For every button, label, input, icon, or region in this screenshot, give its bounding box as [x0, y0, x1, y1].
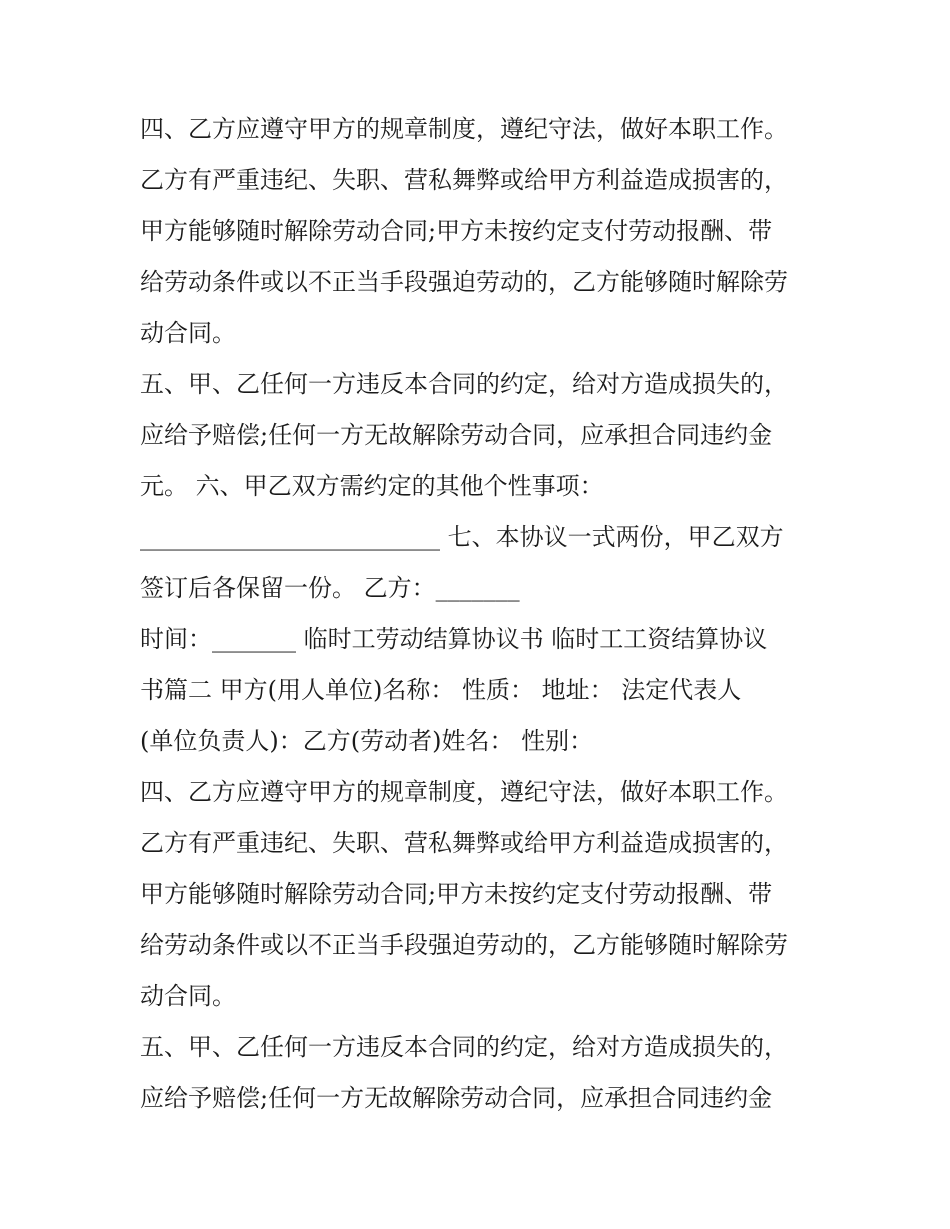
text-line: (单位负责人)：乙方(劳动者)姓名： 性别： — [140, 727, 594, 755]
text-line: _________________________ 七、本协议一式两份，甲乙双方 — [140, 523, 784, 551]
text-line: 给劳动条件或以不正当手段强迫劳动的，乙方能够随时解除劳 — [140, 268, 788, 296]
text-line: 乙方有严重违纪、失职、营私舞弊或给甲方利益造成损害的， — [140, 829, 788, 857]
text-line: 五、甲、乙任何一方违反本合同的约定，给对方造成损失的， — [140, 370, 788, 398]
text-line: 甲方能够随时解除劳动合同;甲方未按约定支付劳动报酬、带 — [140, 217, 773, 245]
text-line: 元。 六、甲乙双方需约定的其他个性事项： — [140, 472, 604, 500]
text-line: 书篇二 甲方(用人单位)名称： 性质： 地址： 法定代表人 — [140, 676, 742, 704]
text-line: 五、甲、乙任何一方违反本合同的约定，给对方造成损失的， — [140, 1033, 788, 1061]
text-line: 乙方有严重违纪、失职、营私舞弊或给甲方利益造成损害的， — [140, 166, 788, 194]
text-line: 给劳动条件或以不正当手段强迫劳动的，乙方能够随时解除劳 — [140, 931, 788, 959]
text-line: 甲方能够随时解除劳动合同;甲方未按约定支付劳动报酬、带 — [140, 880, 773, 908]
text-line: 时间：_______ 临时工劳动结算协议书 临时工工资结算协议 — [140, 625, 768, 653]
text-line: 签订后各保留一份。 乙方：_______ — [140, 574, 520, 602]
text-line: 四、乙方应遵守甲方的规章制度，遵纪守法，做好本职工作。 — [140, 778, 788, 806]
text-line: 动合同。 — [140, 982, 236, 1010]
document-body — [140, 104, 820, 1124]
text-line: 应给予赔偿;任何一方无故解除劳动合同，应承担合同违约金 — [140, 421, 773, 449]
text-line: 动合同。 — [140, 319, 236, 347]
text-line: 应给予赔偿;任何一方无故解除劳动合同，应承担合同违约金 — [140, 1084, 773, 1112]
text-line: 四、乙方应遵守甲方的规章制度，遵纪守法，做好本职工作。 — [140, 115, 788, 143]
